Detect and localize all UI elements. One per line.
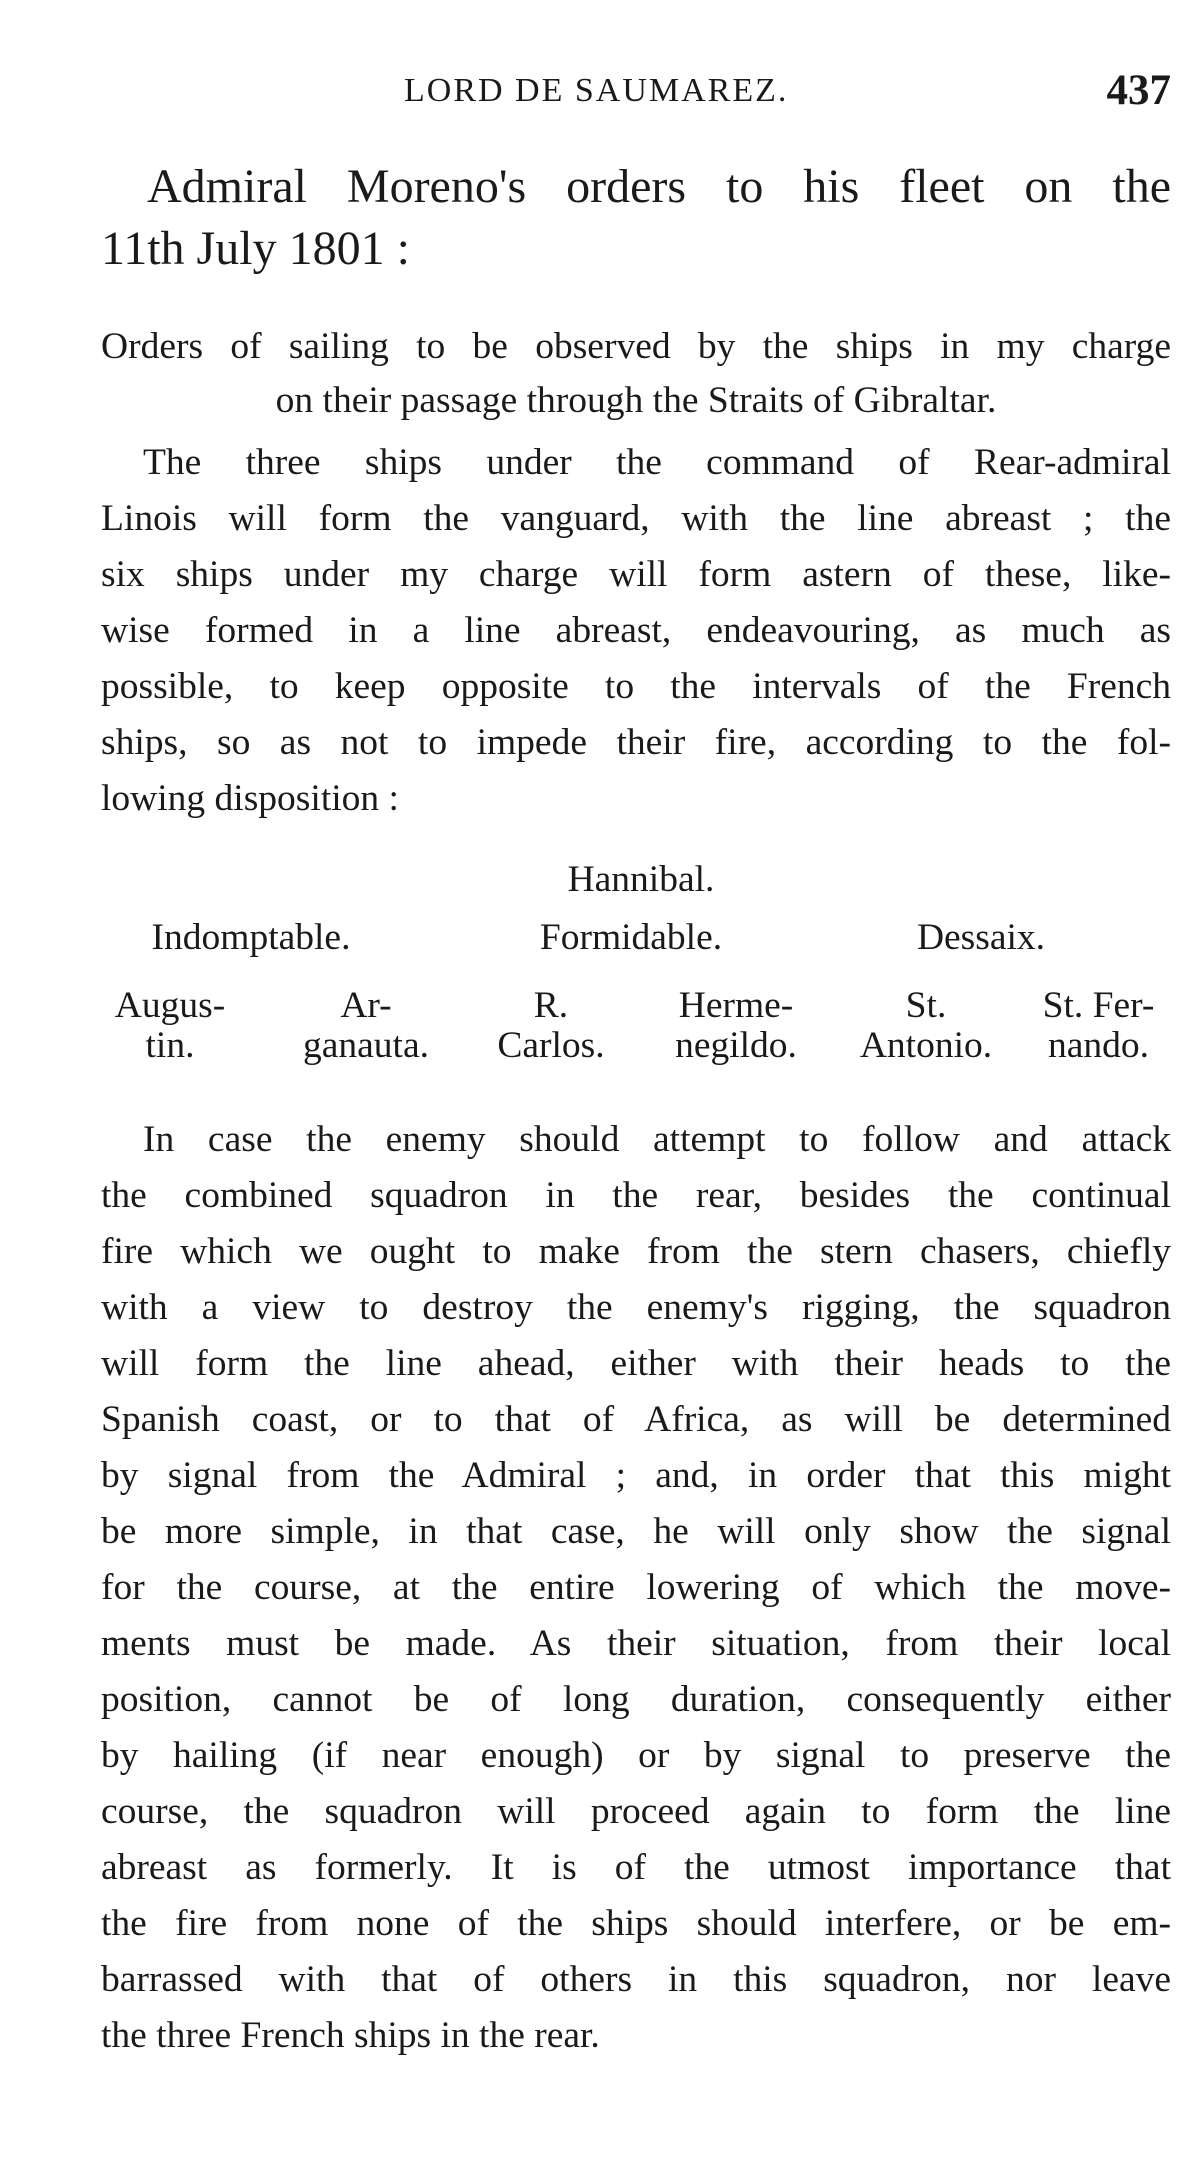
paragraph-line: possible, to keep opposite to the intervals of the French (101, 666, 1171, 707)
paragraph-line: abreast as formerly. It is of the utmost importance that (101, 1847, 1171, 1888)
ship-name-part: nando. (1047, 1025, 1150, 1066)
paragraph-line: The three ships under the command of Rear-admiral (143, 442, 1171, 483)
paragraph-line: course, the squadron will proceed again to form the line (101, 1791, 1171, 1832)
ship-name-part: St. Fer- (1042, 985, 1155, 1026)
paragraph-line: Linois will form the vanguard, with the line abreast ; the (101, 498, 1171, 539)
ship-arganauta (281, 986, 451, 1066)
paragraph-line: In case the enemy should attempt to follow and attack (143, 1119, 1171, 1160)
paragraph-line: for the course, at the entire lowering of which the move- (101, 1567, 1171, 1608)
paragraph-line: by hailing (if near enough) or by signal to preserve the (101, 1735, 1171, 1776)
paragraph-line: the three French ships in the rear. (101, 2015, 600, 2056)
ship-name-part: tin. (145, 1025, 195, 1066)
paragraph-rear-attack (101, 1112, 1171, 2064)
ship-st-fernando (1021, 986, 1176, 1066)
paragraph-line: fire which we ought to make from the stern chasers, chiefly (101, 1231, 1171, 1272)
ship-name-part: negildo. (675, 1025, 797, 1066)
paragraph-vanguard (101, 435, 1171, 827)
page-number: 437 (1106, 67, 1171, 114)
paragraph-line: position, cannot be of long duration, consequently either (101, 1679, 1171, 1720)
ship-hannibal: Hannibal. (567, 859, 715, 900)
paragraph-line: lowing disposition : (101, 778, 399, 819)
paragraph-line: the fire from none of the ships should interfere, or be em- (101, 1903, 1171, 1944)
ship-name-part: Carlos. (497, 1025, 605, 1066)
ship-name-part: R. (533, 985, 569, 1026)
ship-name-part: Ar- (340, 985, 392, 1026)
ship-dessaix: Dessaix. (916, 917, 1046, 958)
ship-r-carlos (481, 986, 621, 1066)
subheading-line-2: on their passage through the Straits of Gibraltar. (275, 380, 997, 421)
ship-augustin (95, 986, 245, 1066)
running-head (101, 67, 1171, 122)
section-heading (101, 156, 1171, 280)
paragraph-line: with a view to destroy the enemy's rigging, the squadron (101, 1287, 1171, 1328)
paragraph-line: barrassed with that of others in this squadron, nor leave (101, 1959, 1171, 2000)
ship-name-part: Herme- (678, 985, 794, 1026)
paragraph-line: wise formed in a line abreast, endeavouring, as much as (101, 610, 1171, 651)
paragraph-line: ships, so as not to impede their fire, according to the fol- (101, 722, 1171, 763)
running-title: LORD DE SAUMAREZ. (404, 72, 789, 109)
ship-name-part: St. (905, 985, 947, 1026)
orders-subheading (101, 320, 1171, 428)
ship-name-part: Antonio. (859, 1025, 993, 1066)
paragraph-line: six ships under my charge will form astern of these, like- (101, 554, 1171, 595)
ship-hermenegildo (651, 986, 821, 1066)
ship-st-antonio (841, 986, 1011, 1066)
ship-name-part: Augus- (114, 985, 226, 1026)
ship-formidable: Formidable. (539, 917, 723, 958)
paragraph-line: ments must be made. As their situation, from their local (101, 1623, 1171, 1664)
subheading-line-1: Orders of sailing to be observed by the ships in my charge (101, 326, 1171, 367)
heading-line-1: Admiral Moreno's orders to his fleet on the (147, 160, 1171, 213)
heading-line-2: 11th July 1801 : (101, 222, 410, 275)
paragraph-line: the combined squadron in the rear, besides the continual (101, 1175, 1171, 1216)
paragraph-line: by signal from the Admiral ; and, in order that this might (101, 1455, 1171, 1496)
paragraph-line: will form the line ahead, either with their heads to the (101, 1343, 1171, 1384)
paragraph-line: Spanish coast, or to that of Africa, as will be determined (101, 1399, 1171, 1440)
paragraph-line: be more simple, in that case, he will only show the signal (101, 1511, 1171, 1552)
ship-name-part: ganauta. (303, 1025, 429, 1066)
ship-indomptable: Indomptable. (151, 917, 351, 958)
